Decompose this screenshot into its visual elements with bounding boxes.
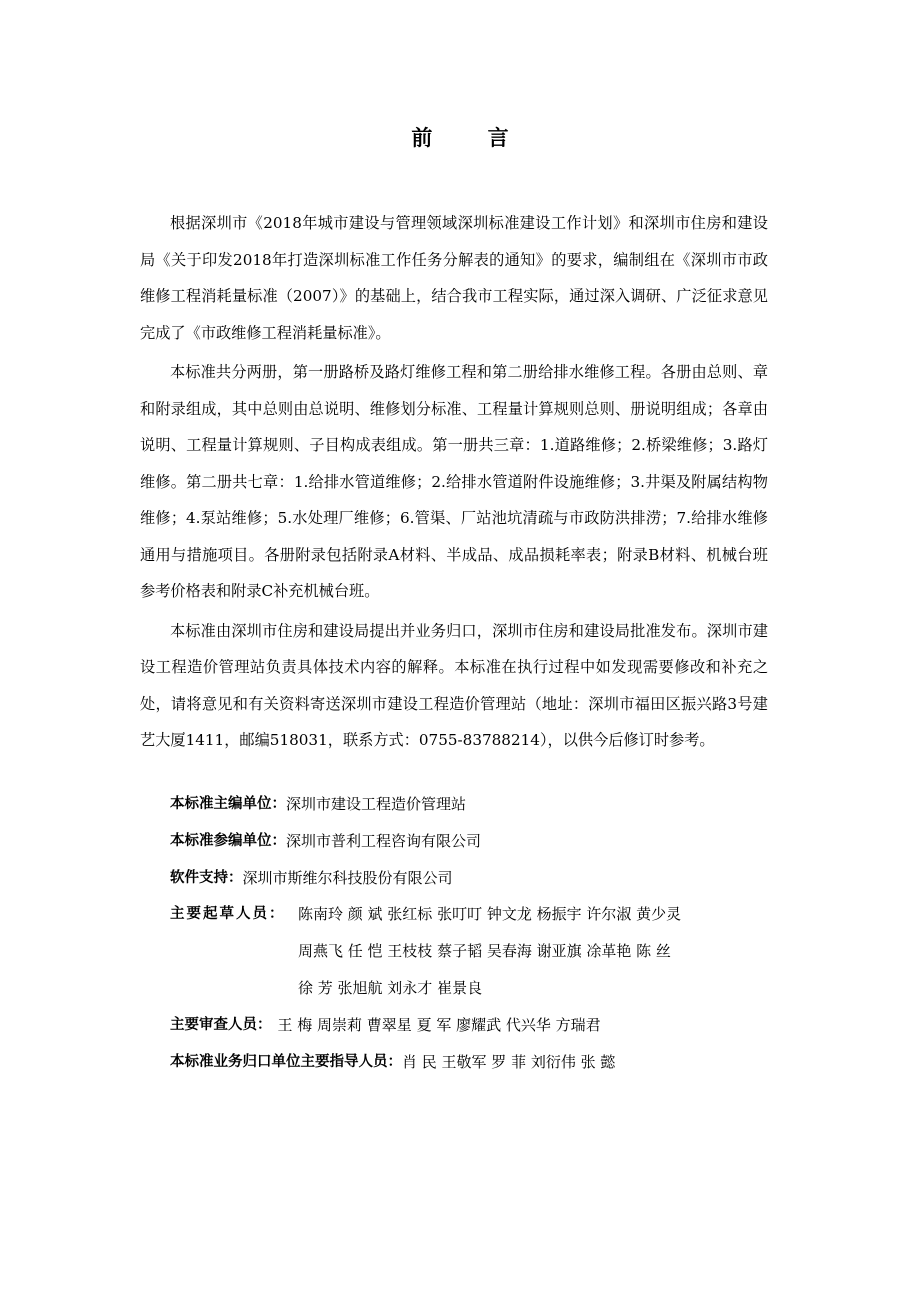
reviewers-value: 王 梅 周崇莉 曹翠星 夏 军 廖耀武 代兴华 方瑞君 <box>277 1015 601 1034</box>
drafters-row <box>170 896 790 1006</box>
preface-body <box>140 205 768 762</box>
paragraph-structure: 本标准共分两册，第一册路桥及路灯维修工程和第二册给排水维修工程。各册由总则、章和附录组成，其中总则由总说明、维修划分标准、工程量计算规则总则、册说明组成；各章由说明、工程量计算规则、子目构成表组成。第一册共三章：1.道路维修；2.桥梁维修；3.路灯维修。第二册共七章：1.给排水管道维修；2.给排水管道附件设施维修；3.井渠及附属结构物维修；4.泵站维修；5.水处理厂维修；6.管渠、厂站池坑清疏与市政防洪排涝；7.给排水维修通用与措施项目。各册附录包括附录A材料、半成品、成品损耗率表；附录B材料、机械台班参考价格表和附录C补充机械台班。 <box>140 363 768 600</box>
software-row <box>170 860 790 897</box>
drafters-line: 陈南玲 颜 斌 张红标 张叮叮 钟文龙 杨振宇 许尔淑 黄少灵 <box>298 905 682 924</box>
reviewers-row <box>170 1007 790 1044</box>
software-value: 深圳市斯维尔科技股份有限公司 <box>242 868 453 887</box>
directors-value: 肖 民 王敬军 罗 菲 刘衍伟 张 懿 <box>402 1052 616 1071</box>
credits-block <box>170 786 790 1080</box>
chief-unit-row <box>170 786 790 823</box>
drafters-line: 徐 芳 张旭航 刘永才 崔景良 <box>298 978 483 997</box>
drafters-line: 周燕飞 任 恺 王枝枝 蔡子韬 吴春海 谢亚旗 凃革艳 陈 丝 <box>298 942 671 961</box>
chief-unit-value: 深圳市建设工程造价管理站 <box>286 795 467 813</box>
directors-label: 本标准业务归口单位主要指导人员： <box>170 1053 402 1070</box>
software-label: 软件支持： <box>170 869 243 886</box>
chief-unit-label: 本标准主编单位： <box>170 796 286 812</box>
reviewers-label: 主要审查人员： <box>170 1016 272 1033</box>
drafters-list <box>298 896 681 1006</box>
participating-unit-label: 本标准参编单位： <box>170 832 286 849</box>
participating-unit-value: 深圳市普利工程咨询有限公司 <box>286 831 482 850</box>
participating-unit-row <box>170 823 790 860</box>
page-title: 前 言 <box>411 125 533 150</box>
directors-row <box>170 1044 790 1081</box>
paragraph-authority: 本标准由深圳市住房和建设局提出并业务归口，深圳市住房和建设局批准发布。深圳市建设工程造价管理站负责具体技术内容的解释。本标准在执行过程中如发现需要修改和补充之处，请将意见和有关资料寄送深圳市建设工程造价管理站（地址：深圳市福田区振兴路3号建艺大厦1411，邮编518031，联系方式：0755-83788214），以供今后修订时参考。 <box>140 621 768 749</box>
paragraph-plan-background: 根据深圳市《2018年城市建设与管理领域深圳标准建设工作计划》和深圳市住房和建设局《关于印发2018年打造深圳标准工作任务分解表的通知》的要求，编制组在《深圳市市政维修工程消耗量标准（2007）》的基础上，结合我市工程实际，通过深入调研、广泛征求意见完成了《市政维修工程消耗量标准》。 <box>140 214 768 342</box>
drafters-label: 主要起草人员： <box>170 906 286 923</box>
